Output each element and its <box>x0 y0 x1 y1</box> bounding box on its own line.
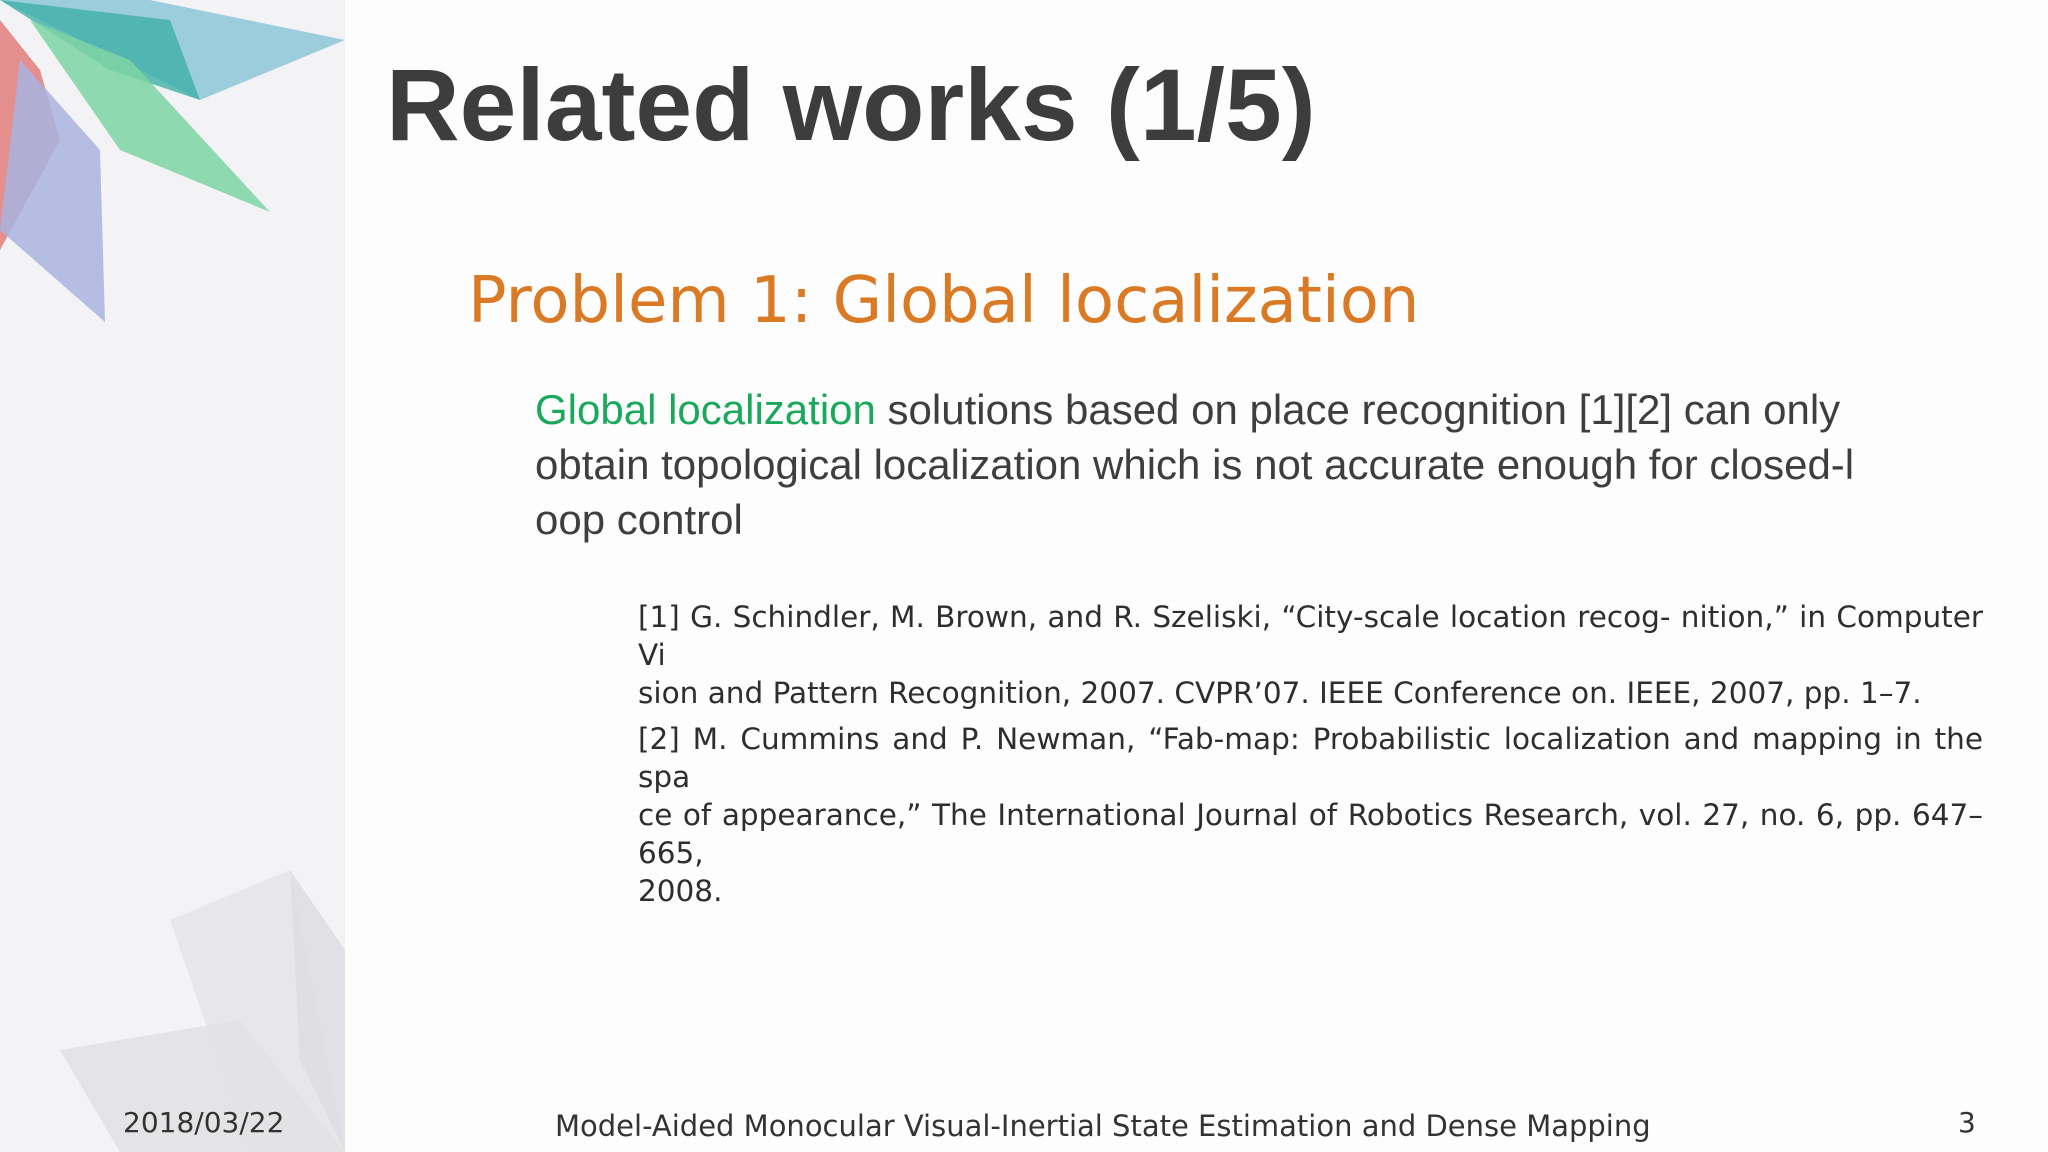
body-paragraph <box>535 382 1985 547</box>
body-line-rest: solutions based on place recognition [1][2] can only <box>875 386 1841 433</box>
reference-line: ce of appearance,” The International Journal of Robotics Research, vol. 27, no. 6, pp. 647–665, <box>638 798 1983 870</box>
reference-line: sion and Pattern Recognition, 2007. CVPR’07. IEEE Conference on. IEEE, 2007, pp. 1–7. <box>638 676 1922 710</box>
decorative-leaves <box>0 0 345 1152</box>
reference-item <box>638 720 1983 910</box>
body-line: oop control <box>535 496 743 543</box>
footer-date: 2018/03/22 <box>123 1106 285 1139</box>
reference-item <box>638 598 1983 712</box>
section-heading: Problem 1: Global localization <box>468 264 1420 338</box>
reference-line: [1] G. Schindler, M. Brown, and R. Szeliski, “City-scale location recog- nition,” in Computer Vi <box>638 600 1983 672</box>
highlight-term: Global localization <box>535 386 876 433</box>
reference-line: [2] M. Cummins and P. Newman, “Fab-map: Probabilistic localization and mapping in the spa <box>638 722 1983 794</box>
footer-title: Model-Aided Monocular Visual-Inertial State Estimation and Dense Mapping <box>555 1109 1651 1143</box>
body-line <box>535 382 1985 437</box>
page-number: 3 <box>1958 1106 1976 1139</box>
references <box>638 598 1983 918</box>
reference-line: 2008. <box>638 874 723 908</box>
body-line: obtain topological localization which is not accurate enough for closed-l <box>535 441 1855 488</box>
slide-title: Related works (1/5) <box>386 48 1316 162</box>
